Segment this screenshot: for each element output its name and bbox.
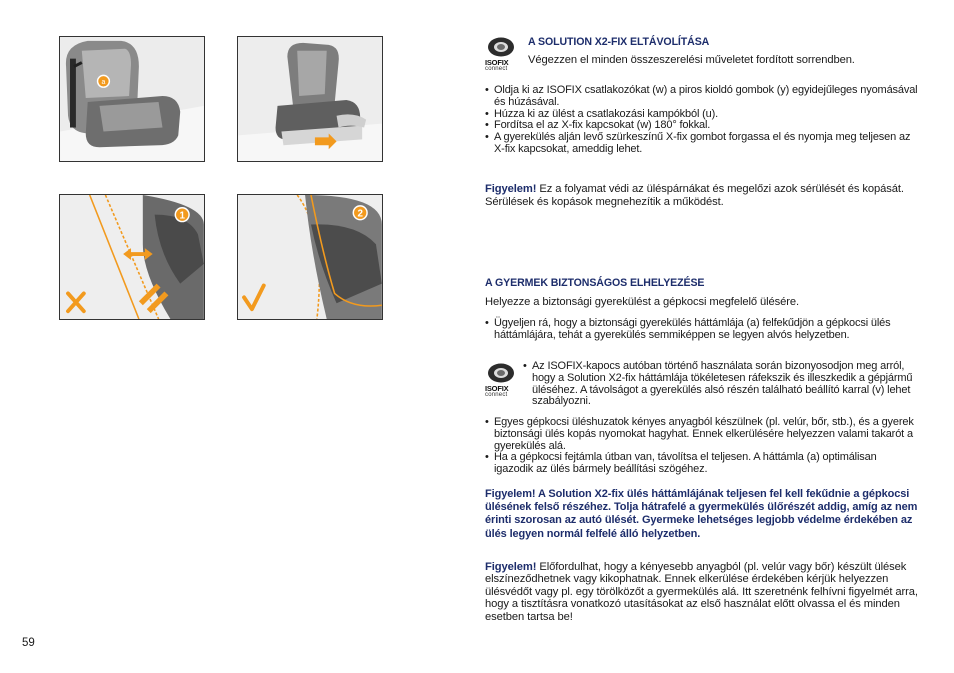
isofix-brand: ISOFIX <box>485 58 509 67</box>
list-item: • A gyerekülés alján levő szürkeszínű X-fix gombot forgassa el és nyomja meg teljesen az X-fix kapcsokat, ameddig lehet. <box>485 132 921 156</box>
correct-position-illustration <box>238 195 382 319</box>
warning-label: Figyelem! <box>485 183 537 195</box>
figure-label-a: a <box>101 79 106 87</box>
section1-bullet-list <box>485 85 921 156</box>
list-item: • Fordítsa el az X-fix kapcsokat (w) 180° fokkal. <box>485 120 921 132</box>
figure-wrong-position <box>59 194 205 320</box>
section1-warning <box>485 183 921 208</box>
section2-title: A GYERMEK BIZTONSÁGOS ELHELYEZÉSE <box>485 277 705 289</box>
isofix-sub: connect <box>485 392 508 398</box>
figure-label-1: 1 <box>179 210 185 222</box>
list-item: • Ügyeljen rá, hogy a biztonsági gyerekülés háttámlája (a) felfekűdjön a gépkocsi ülés háttámlájára, tehát a gyerekülés semmiképpen se legyen alvós helyzetben. <box>485 318 905 342</box>
page-number: 59 <box>22 637 35 649</box>
list-item: • Ha a gépkocsi fejtámla útban van, távolítsa el teljesen. A háttámla (a) optimálisan igazodik az ülés bármely beállítási szögéhez. <box>485 452 915 476</box>
section2-isofix-bullet <box>523 361 919 408</box>
warning-text: Ez a folyamat védi az üléspárnákat és megelőzi azok sérülését és kopását. Sérülések és kopások megnehezítik a működést. <box>485 183 904 208</box>
wrong-position-illustration <box>60 195 204 319</box>
figure-seat-installed <box>237 36 383 162</box>
section2-bullet-list-b <box>485 417 915 476</box>
list-item: • Húzza ki az ülést a csatlakozási kampókból (u). <box>485 109 921 121</box>
list-item: • Egyes gépkocsi üléshuzatok kényes anyagból készülnek (pl. velúr, bőr, stb.), és a gyerek biztonsági ülés kopás nyomokat hagyhat. Ennek elkerülésére helyezzen valami takarót a gyerekülés alá. <box>485 417 915 452</box>
isofix-sub: connect <box>485 66 508 72</box>
list-item: • Oldja ki az ISOFIX csatlakozókat (w) a piros kioldó gombok (y) egyidejűleges nyomásával és húzásával. <box>485 85 921 109</box>
figure-label-2: 2 <box>357 208 363 220</box>
warning2-label: Figyelem! <box>485 561 537 573</box>
figure-correct-position <box>237 194 383 320</box>
seat-side-illustration <box>60 37 204 161</box>
figure-seat-side-view <box>59 36 205 162</box>
section2-warning2 <box>485 561 921 623</box>
section2-bullet-list-a <box>485 318 905 342</box>
seat-installed-illustration <box>238 37 382 161</box>
list-item: • Az ISOFIX-kapocs autóban történő használata során bizonyosodjon meg arról, hogy a Solution X2-fix háttámlája tökéletesen ráfekszik és illeszkedik a gépjármű üléséhez. A távolságot a gyerekülés alsó részén található beállító karral (v) lehet szabályozni. <box>523 361 919 408</box>
section1-title: A SOLUTION X2-FIX ELTÁVOLÍTÁSA <box>528 36 710 48</box>
isofix-connect-logo <box>484 36 518 74</box>
section2-intro: Helyezze a biztonsági gyerekülést a gépkocsi megfelelő ülésére. <box>485 296 799 308</box>
isofix-brand: ISOFIX <box>485 384 509 393</box>
section1-intro: Végezzen el minden összeszerelési műveletet fordított sorrendben. <box>528 54 855 66</box>
section2-warning-bold: Figyelem! A Solution X2-fix ülés háttámlájának teljesen fel kell fekűdnie a gépkocsi ülésének felső részéhez. Tolja hátrafelé a gyermekülés ülőrészét addig, amíg az nem érinti szorosan az autó ülését. Gyermeke lehetséges legjobb védelme érdekében az ülés legyen normál felfelé álló helyzetben. <box>485 488 918 540</box>
warning2-text: Előfordulhat, hogy a kényesebb anyagból (pl. velúr vagy bőr) készült ülések elszíneződhetnek vagy kikophatnak. Ennek elkerülése érdekében kérjük helyezzen ülésvédőt vagy pl. egy törölközőt a gyermekülés alá. Itt szeretnénk felhívni figyelmét arra, hogy a tisztításra vonatkozó utasításokat az első használat előtt olvassa el és minden esetben tartsa be! <box>485 561 918 623</box>
isofix-connect-logo-2 <box>484 362 518 400</box>
